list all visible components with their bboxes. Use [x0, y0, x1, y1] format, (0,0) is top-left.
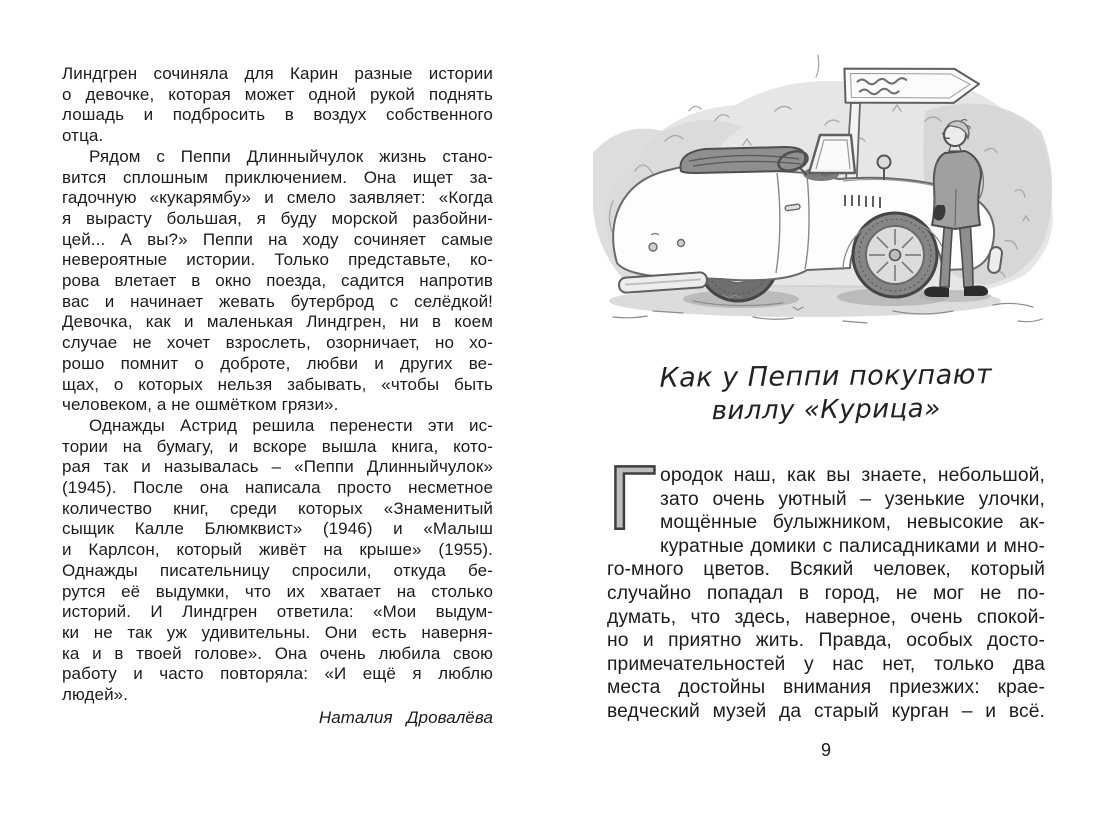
- text-line: думать, что здесь, наверное, очень спокой-: [607, 606, 1045, 628]
- text-line: го-много цветов. Всякий человек, который: [607, 559, 1045, 581]
- text-line: щах, о которых нельзя забывать, «чтобы быть: [62, 374, 493, 394]
- paragraph: [62, 147, 493, 416]
- text-line: места достойны внимания приезжих: крае-: [607, 677, 1045, 699]
- text-line: ка и в твоей голове». Она очень любила свою: [62, 643, 493, 663]
- text-line: случайно попадал в город, не мог не по-: [607, 582, 1045, 604]
- text-line: Линдгрен сочиняла для Карин разные истории: [62, 64, 493, 83]
- chapter-title: [607, 358, 1046, 430]
- text-line: Рядом с Пеппи Длинныйчулок жизнь стано-: [89, 146, 493, 166]
- text-line: вас и начинает жевать бутерброд с селёдкой!: [62, 291, 493, 311]
- shoe: [964, 286, 988, 296]
- text-line: и Карлсон, который живёт на крыше» (1955).: [62, 540, 493, 560]
- text-line: отца.: [62, 126, 104, 146]
- folded-roof: [681, 147, 806, 173]
- text-line: рова влетает в окно поезда, садится напротив: [62, 271, 493, 291]
- preface-text-column: [62, 64, 493, 729]
- front-bumper: [987, 246, 1003, 273]
- text-line: Однажды писательницу спросили, откуда бе-: [62, 560, 493, 580]
- text-line: зато очень уютный – узенькие улочки,: [660, 488, 1045, 510]
- text-line: вится сплошным приключением. Она ищет за-: [62, 167, 493, 187]
- text-line: но и приятно жить. Правда, особых досто-: [607, 630, 1045, 652]
- shoe: [924, 287, 949, 297]
- chapter-title-line-1: Как у Пеппи покупают: [659, 359, 993, 394]
- text-line: я вырасту большая, я буду морской разбойни-: [62, 208, 493, 228]
- illustration-car-signpost-man: [593, 48, 1065, 342]
- paragraph: [62, 64, 493, 147]
- drop-cap-letter: Г: [607, 450, 658, 550]
- text-line: количество книг, среди которых «Знаменитый: [62, 498, 493, 518]
- paragraph: [607, 450, 1045, 724]
- text-line: работу и часто повторяла: «И ещё я люблю: [62, 664, 493, 684]
- chapter-text-column: [607, 450, 1045, 724]
- text-line: (1945). После она написала просто несметное: [62, 478, 493, 498]
- text-line: ки не так уж удивительны. Они есть наверня-: [62, 622, 493, 642]
- text-line: Однажды Астрид решила перенести эти ис-: [89, 415, 493, 435]
- text-line: Девочка, как и маленькая Линдгрен, ни в коем: [62, 312, 493, 332]
- text-line: гадочную «кукарямбу» и смело заявляет: «Когда: [62, 188, 493, 208]
- text-line: ведческий музей да старый курган – и всё.: [607, 700, 1045, 722]
- text-line: лошадь и подбросить в воздух собственного: [62, 105, 493, 125]
- text-line: человеком, а не ошмётком грязи».: [62, 395, 339, 415]
- author-byline: Наталия Дровалёва: [318, 707, 493, 727]
- text-line: людей».: [62, 685, 129, 705]
- text-line: цей... А вы?» Пеппи на ходу сочиняет самые: [62, 229, 493, 249]
- paragraph: [62, 416, 493, 706]
- text-line: мощённые булыжником, невысокие ак-: [660, 512, 1045, 534]
- text-line: о девочке, которая может одной рукой поднять: [62, 84, 493, 104]
- chapter-title-line-2: виллу «Курица»: [711, 393, 941, 427]
- text-line: примечательностей у нас нет, только два: [607, 653, 1045, 675]
- text-line: рутся её выдумки, что их хватает на столько: [62, 581, 493, 601]
- page-number: 9: [820, 740, 831, 760]
- text-line: тории на бумагу, и вскоре вышла книга, кото-: [62, 436, 493, 456]
- text-line: случае не хочет взрослеть, озорничает, но хо-: [62, 333, 493, 353]
- text-line: рая так и называлась – «Пеппи Длинныйчулок»: [62, 457, 493, 477]
- text-line: рошо помнит о доброте, любви и других ве-: [62, 353, 493, 373]
- text-line: сыщик Калле Блюмквист» (1946) и «Малыш: [62, 519, 493, 539]
- text-line: историй. И Линдгрен ответила: «Мои выдум-: [62, 602, 493, 622]
- text-line: ородок наш, как вы знаете, небольшой,: [660, 465, 1045, 486]
- text-line: куратные домики с палисадниками и мно-: [660, 535, 1045, 557]
- text-line: невероятные истории. Только представьте, ко-: [62, 250, 493, 270]
